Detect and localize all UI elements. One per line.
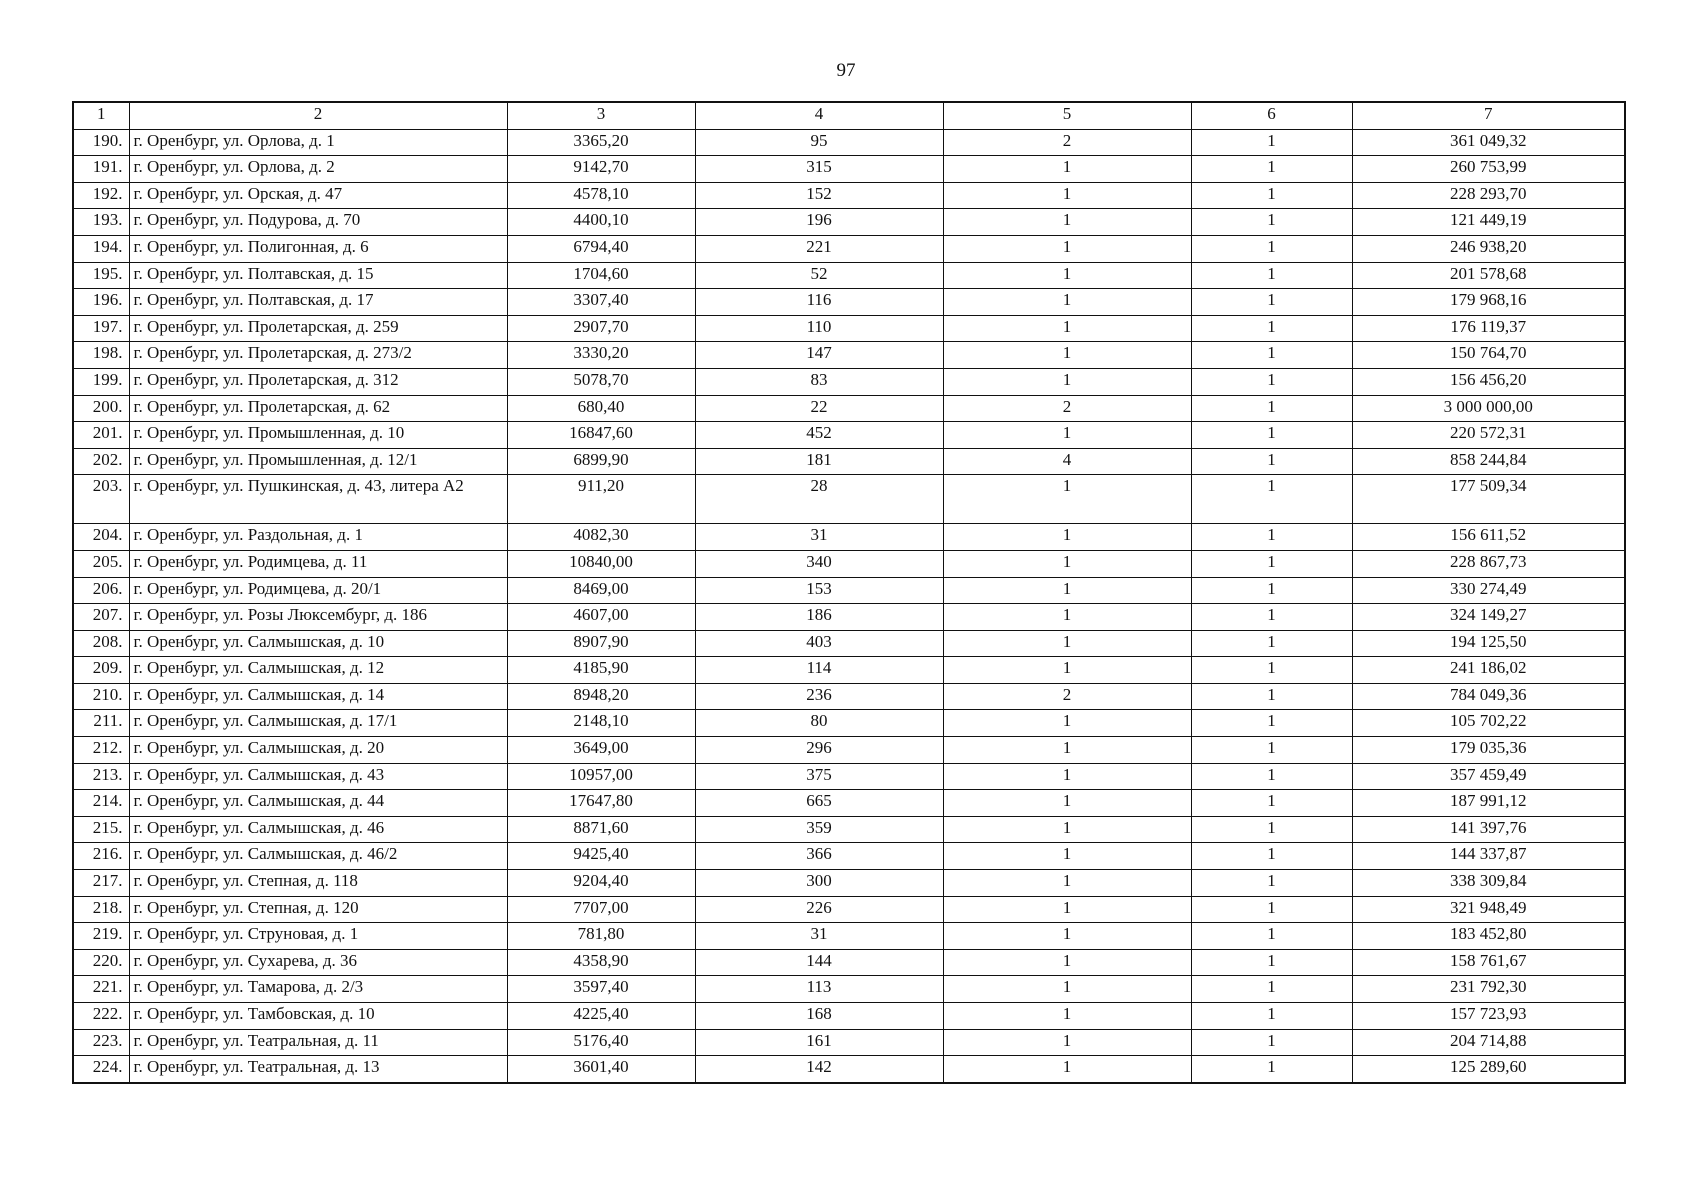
address: г. Оренбург, ул. Пролетарская, д. 259 — [129, 315, 507, 342]
col6-value: 1 — [1191, 604, 1352, 631]
amount-value: 246 938,20 — [1352, 235, 1625, 262]
address: г. Оренбург, ул. Театральная, д. 13 — [129, 1056, 507, 1083]
area-value: 2148,10 — [507, 710, 695, 737]
row-number: 205. — [73, 550, 129, 577]
col6-value: 1 — [1191, 156, 1352, 183]
area-value: 5176,40 — [507, 1029, 695, 1056]
col6-value: 1 — [1191, 289, 1352, 316]
col5-value: 1 — [943, 949, 1191, 976]
address: г. Оренбург, ул. Промышленная, д. 10 — [129, 422, 507, 449]
count-value: 186 — [695, 604, 943, 631]
col5-value: 1 — [943, 710, 1191, 737]
area-value: 10840,00 — [507, 550, 695, 577]
amount-value: 231 792,30 — [1352, 976, 1625, 1003]
col6-value: 1 — [1191, 763, 1352, 790]
col5-value: 1 — [943, 1029, 1191, 1056]
row-number: 223. — [73, 1029, 129, 1056]
col5-value: 1 — [943, 550, 1191, 577]
col6-value: 1 — [1191, 129, 1352, 156]
count-value: 296 — [695, 737, 943, 764]
col6-value: 1 — [1191, 870, 1352, 897]
col6-value: 1 — [1191, 1056, 1352, 1083]
amount-value: 105 702,22 — [1352, 710, 1625, 737]
table-row — [73, 209, 1625, 236]
count-value: 300 — [695, 870, 943, 897]
address: г. Оренбург, ул. Сухарева, д. 36 — [129, 949, 507, 976]
col6-value: 1 — [1191, 524, 1352, 551]
table-row — [73, 315, 1625, 342]
row-number: 198. — [73, 342, 129, 369]
address: г. Оренбург, ул. Полигонная, д. 6 — [129, 235, 507, 262]
table-row — [73, 790, 1625, 817]
table-row — [73, 368, 1625, 395]
table-row — [73, 1029, 1625, 1056]
address: г. Оренбург, ул. Промышленная, д. 12/1 — [129, 448, 507, 475]
col5-value: 2 — [943, 129, 1191, 156]
table-row — [73, 737, 1625, 764]
col5-value: 1 — [943, 475, 1191, 524]
row-number: 200. — [73, 395, 129, 422]
row-number: 190. — [73, 129, 129, 156]
amount-value: 179 968,16 — [1352, 289, 1625, 316]
address: г. Оренбург, ул. Струновая, д. 1 — [129, 923, 507, 950]
area-value: 3330,20 — [507, 342, 695, 369]
table-row — [73, 683, 1625, 710]
table-row — [73, 475, 1625, 524]
area-value: 4185,90 — [507, 657, 695, 684]
address: г. Оренбург, ул. Родимцева, д. 20/1 — [129, 577, 507, 604]
table-row — [73, 896, 1625, 923]
col6-value: 1 — [1191, 949, 1352, 976]
amount-value: 330 274,49 — [1352, 577, 1625, 604]
col6-value: 1 — [1191, 262, 1352, 289]
col6-value: 1 — [1191, 923, 1352, 950]
table-row — [73, 156, 1625, 183]
col5-value: 1 — [943, 209, 1191, 236]
col6-value: 1 — [1191, 235, 1352, 262]
area-value: 3307,40 — [507, 289, 695, 316]
address: г. Оренбург, ул. Салмышская, д. 14 — [129, 683, 507, 710]
count-value: 340 — [695, 550, 943, 577]
column-header-4: 4 — [695, 102, 943, 129]
amount-value: 241 186,02 — [1352, 657, 1625, 684]
row-number: 196. — [73, 289, 129, 316]
col6-value: 1 — [1191, 315, 1352, 342]
row-number: 210. — [73, 683, 129, 710]
table-row — [73, 1003, 1625, 1030]
count-value: 52 — [695, 262, 943, 289]
address: г. Оренбург, ул. Салмышская, д. 20 — [129, 737, 507, 764]
amount-value: 204 714,88 — [1352, 1029, 1625, 1056]
area-value: 8907,90 — [507, 630, 695, 657]
area-value: 3365,20 — [507, 129, 695, 156]
count-value: 28 — [695, 475, 943, 524]
address: г. Оренбург, ул. Салмышская, д. 10 — [129, 630, 507, 657]
page-number: 97 — [836, 60, 856, 81]
col6-value: 1 — [1191, 790, 1352, 817]
area-value: 911,20 — [507, 475, 695, 524]
count-value: 95 — [695, 129, 943, 156]
area-value: 6794,40 — [507, 235, 695, 262]
address: г. Оренбург, ул. Салмышская, д. 46 — [129, 816, 507, 843]
amount-value: 784 049,36 — [1352, 683, 1625, 710]
table-row — [73, 422, 1625, 449]
area-value: 3601,40 — [507, 1056, 695, 1083]
col6-value: 1 — [1191, 683, 1352, 710]
count-value: 110 — [695, 315, 943, 342]
amount-value: 357 459,49 — [1352, 763, 1625, 790]
row-number: 192. — [73, 182, 129, 209]
table-row — [73, 448, 1625, 475]
column-header-5: 5 — [943, 102, 1191, 129]
area-value: 5078,70 — [507, 368, 695, 395]
area-value: 4578,10 — [507, 182, 695, 209]
data-table — [72, 101, 1626, 1084]
count-value: 113 — [695, 976, 943, 1003]
col5-value: 1 — [943, 524, 1191, 551]
address: г. Оренбург, ул. Орлова, д. 1 — [129, 129, 507, 156]
col6-value: 1 — [1191, 896, 1352, 923]
count-value: 366 — [695, 843, 943, 870]
table-row — [73, 870, 1625, 897]
table-row — [73, 395, 1625, 422]
count-value: 153 — [695, 577, 943, 604]
amount-value: 183 452,80 — [1352, 923, 1625, 950]
row-number: 212. — [73, 737, 129, 764]
row-number: 220. — [73, 949, 129, 976]
col6-value: 1 — [1191, 550, 1352, 577]
col5-value: 1 — [943, 737, 1191, 764]
amount-value: 157 723,93 — [1352, 1003, 1625, 1030]
area-value: 781,80 — [507, 923, 695, 950]
area-value: 4400,10 — [507, 209, 695, 236]
address: г. Оренбург, ул. Салмышская, д. 17/1 — [129, 710, 507, 737]
amount-value: 228 867,73 — [1352, 550, 1625, 577]
address: г. Оренбург, ул. Родимцева, д. 11 — [129, 550, 507, 577]
count-value: 161 — [695, 1029, 943, 1056]
col6-value: 1 — [1191, 657, 1352, 684]
amount-value: 194 125,50 — [1352, 630, 1625, 657]
address: г. Оренбург, ул. Степная, д. 120 — [129, 896, 507, 923]
area-value: 7707,00 — [507, 896, 695, 923]
area-value: 4607,00 — [507, 604, 695, 631]
col5-value: 2 — [943, 683, 1191, 710]
area-value: 6899,90 — [507, 448, 695, 475]
count-value: 114 — [695, 657, 943, 684]
amount-value: 187 991,12 — [1352, 790, 1625, 817]
count-value: 83 — [695, 368, 943, 395]
amount-value: 858 244,84 — [1352, 448, 1625, 475]
row-number: 199. — [73, 368, 129, 395]
col5-value: 1 — [943, 1056, 1191, 1083]
row-number: 207. — [73, 604, 129, 631]
address: г. Оренбург, ул. Орлова, д. 2 — [129, 156, 507, 183]
row-number: 215. — [73, 816, 129, 843]
count-value: 168 — [695, 1003, 943, 1030]
column-header-7: 7 — [1352, 102, 1625, 129]
col6-value: 1 — [1191, 1003, 1352, 1030]
data-table-container — [72, 101, 1624, 1084]
table-row — [73, 342, 1625, 369]
area-value: 4082,30 — [507, 524, 695, 551]
col6-value: 1 — [1191, 710, 1352, 737]
row-number: 208. — [73, 630, 129, 657]
count-value: 315 — [695, 156, 943, 183]
amount-value: 361 049,32 — [1352, 129, 1625, 156]
col5-value: 1 — [943, 976, 1191, 1003]
address: г. Оренбург, ул. Тамарова, д. 2/3 — [129, 976, 507, 1003]
row-number: 217. — [73, 870, 129, 897]
col6-value: 1 — [1191, 630, 1352, 657]
row-number: 203. — [73, 475, 129, 524]
amount-value: 324 149,27 — [1352, 604, 1625, 631]
row-number: 211. — [73, 710, 129, 737]
row-number: 219. — [73, 923, 129, 950]
count-value: 196 — [695, 209, 943, 236]
area-value: 16847,60 — [507, 422, 695, 449]
address: г. Оренбург, ул. Салмышская, д. 43 — [129, 763, 507, 790]
table-row — [73, 129, 1625, 156]
area-value: 1704,60 — [507, 262, 695, 289]
col5-value: 1 — [943, 790, 1191, 817]
address: г. Оренбург, ул. Степная, д. 118 — [129, 870, 507, 897]
amount-value: 141 397,76 — [1352, 816, 1625, 843]
table-row — [73, 524, 1625, 551]
count-value: 403 — [695, 630, 943, 657]
address: г. Оренбург, ул. Полтавская, д. 17 — [129, 289, 507, 316]
count-value: 375 — [695, 763, 943, 790]
row-number: 193. — [73, 209, 129, 236]
count-value: 144 — [695, 949, 943, 976]
row-number: 216. — [73, 843, 129, 870]
amount-value: 156 611,52 — [1352, 524, 1625, 551]
area-value: 9204,40 — [507, 870, 695, 897]
address: г. Оренбург, ул. Розы Люксембург, д. 186 — [129, 604, 507, 631]
col5-value: 1 — [943, 577, 1191, 604]
address: г. Оренбург, ул. Салмышская, д. 46/2 — [129, 843, 507, 870]
column-header-1: 1 — [73, 102, 129, 129]
address: г. Оренбург, ул. Пролетарская, д. 62 — [129, 395, 507, 422]
column-header-3: 3 — [507, 102, 695, 129]
col6-value: 1 — [1191, 422, 1352, 449]
col5-value: 1 — [943, 422, 1191, 449]
address: г. Оренбург, ул. Пушкинская, д. 43, литера А2 — [129, 475, 507, 524]
address: г. Оренбург, ул. Театральная, д. 11 — [129, 1029, 507, 1056]
col5-value: 1 — [943, 816, 1191, 843]
table-row — [73, 577, 1625, 604]
amount-value: 177 509,34 — [1352, 475, 1625, 524]
count-value: 22 — [695, 395, 943, 422]
row-number: 218. — [73, 896, 129, 923]
row-number: 222. — [73, 1003, 129, 1030]
col5-value: 1 — [943, 156, 1191, 183]
col5-value: 1 — [943, 368, 1191, 395]
col6-value: 1 — [1191, 342, 1352, 369]
count-value: 359 — [695, 816, 943, 843]
col5-value: 1 — [943, 342, 1191, 369]
col5-value: 1 — [943, 289, 1191, 316]
table-row — [73, 949, 1625, 976]
col5-value: 1 — [943, 315, 1191, 342]
count-value: 147 — [695, 342, 943, 369]
table-body — [73, 129, 1625, 1083]
col5-value: 1 — [943, 896, 1191, 923]
count-value: 181 — [695, 448, 943, 475]
amount-value: 321 948,49 — [1352, 896, 1625, 923]
amount-value: 144 337,87 — [1352, 843, 1625, 870]
col6-value: 1 — [1191, 182, 1352, 209]
row-number: 213. — [73, 763, 129, 790]
amount-value: 125 289,60 — [1352, 1056, 1625, 1083]
row-number: 201. — [73, 422, 129, 449]
amount-value: 156 456,20 — [1352, 368, 1625, 395]
amount-value: 228 293,70 — [1352, 182, 1625, 209]
amount-value: 220 572,31 — [1352, 422, 1625, 449]
area-value: 4225,40 — [507, 1003, 695, 1030]
row-number: 202. — [73, 448, 129, 475]
amount-value: 260 753,99 — [1352, 156, 1625, 183]
address: г. Оренбург, ул. Тамбовская, д. 10 — [129, 1003, 507, 1030]
amount-value: 176 119,37 — [1352, 315, 1625, 342]
area-value: 8948,20 — [507, 683, 695, 710]
row-number: 194. — [73, 235, 129, 262]
table-row — [73, 235, 1625, 262]
col6-value: 1 — [1191, 395, 1352, 422]
col6-value: 1 — [1191, 368, 1352, 395]
table-row — [73, 763, 1625, 790]
area-value: 2907,70 — [507, 315, 695, 342]
row-number: 209. — [73, 657, 129, 684]
address: г. Оренбург, ул. Орская, д. 47 — [129, 182, 507, 209]
table-row — [73, 843, 1625, 870]
col5-value: 4 — [943, 448, 1191, 475]
address: г. Оренбург, ул. Пролетарская, д. 273/2 — [129, 342, 507, 369]
address: г. Оренбург, ул. Раздольная, д. 1 — [129, 524, 507, 551]
table-row — [73, 550, 1625, 577]
row-number: 224. — [73, 1056, 129, 1083]
count-value: 142 — [695, 1056, 943, 1083]
row-number: 204. — [73, 524, 129, 551]
col6-value: 1 — [1191, 475, 1352, 524]
area-value: 680,40 — [507, 395, 695, 422]
col5-value: 1 — [943, 763, 1191, 790]
col6-value: 1 — [1191, 209, 1352, 236]
col5-value: 2 — [943, 395, 1191, 422]
area-value: 10957,00 — [507, 763, 695, 790]
col6-value: 1 — [1191, 816, 1352, 843]
count-value: 665 — [695, 790, 943, 817]
count-value: 80 — [695, 710, 943, 737]
col5-value: 1 — [943, 657, 1191, 684]
col5-value: 1 — [943, 843, 1191, 870]
row-number: 206. — [73, 577, 129, 604]
col5-value: 1 — [943, 923, 1191, 950]
col6-value: 1 — [1191, 448, 1352, 475]
table-row — [73, 262, 1625, 289]
column-header-6: 6 — [1191, 102, 1352, 129]
amount-value: 201 578,68 — [1352, 262, 1625, 289]
area-value: 3597,40 — [507, 976, 695, 1003]
col6-value: 1 — [1191, 1029, 1352, 1056]
row-number: 214. — [73, 790, 129, 817]
count-value: 31 — [695, 524, 943, 551]
count-value: 452 — [695, 422, 943, 449]
col5-value: 1 — [943, 262, 1191, 289]
amount-value: 158 761,67 — [1352, 949, 1625, 976]
col6-value: 1 — [1191, 577, 1352, 604]
col5-value: 1 — [943, 235, 1191, 262]
count-value: 31 — [695, 923, 943, 950]
row-number: 191. — [73, 156, 129, 183]
area-value: 17647,80 — [507, 790, 695, 817]
col5-value: 1 — [943, 870, 1191, 897]
area-value: 4358,90 — [507, 949, 695, 976]
amount-value: 179 035,36 — [1352, 737, 1625, 764]
address: г. Оренбург, ул. Салмышская, д. 12 — [129, 657, 507, 684]
area-value: 8871,60 — [507, 816, 695, 843]
table-row — [73, 630, 1625, 657]
col5-value: 1 — [943, 604, 1191, 631]
count-value: 226 — [695, 896, 943, 923]
area-value: 3649,00 — [507, 737, 695, 764]
table-row — [73, 923, 1625, 950]
col6-value: 1 — [1191, 737, 1352, 764]
table-row — [73, 1056, 1625, 1083]
row-number: 195. — [73, 262, 129, 289]
area-value: 8469,00 — [507, 577, 695, 604]
amount-value: 150 764,70 — [1352, 342, 1625, 369]
area-value: 9425,40 — [507, 843, 695, 870]
address: г. Оренбург, ул. Полтавская, д. 15 — [129, 262, 507, 289]
count-value: 116 — [695, 289, 943, 316]
amount-value: 3 000 000,00 — [1352, 395, 1625, 422]
column-header-2: 2 — [129, 102, 507, 129]
row-number: 197. — [73, 315, 129, 342]
col5-value: 1 — [943, 182, 1191, 209]
table-row — [73, 816, 1625, 843]
table-row — [73, 604, 1625, 631]
address: г. Оренбург, ул. Пролетарская, д. 312 — [129, 368, 507, 395]
table-header-row — [73, 102, 1625, 129]
table-row — [73, 710, 1625, 737]
col5-value: 1 — [943, 630, 1191, 657]
amount-value: 338 309,84 — [1352, 870, 1625, 897]
count-value: 236 — [695, 683, 943, 710]
col6-value: 1 — [1191, 843, 1352, 870]
table-row — [73, 976, 1625, 1003]
table-row — [73, 657, 1625, 684]
table-row — [73, 182, 1625, 209]
col6-value: 1 — [1191, 976, 1352, 1003]
address: г. Оренбург, ул. Салмышская, д. 44 — [129, 790, 507, 817]
count-value: 152 — [695, 182, 943, 209]
area-value: 9142,70 — [507, 156, 695, 183]
amount-value: 121 449,19 — [1352, 209, 1625, 236]
address: г. Оренбург, ул. Подурова, д. 70 — [129, 209, 507, 236]
table-row — [73, 289, 1625, 316]
count-value: 221 — [695, 235, 943, 262]
row-number: 221. — [73, 976, 129, 1003]
col5-value: 1 — [943, 1003, 1191, 1030]
